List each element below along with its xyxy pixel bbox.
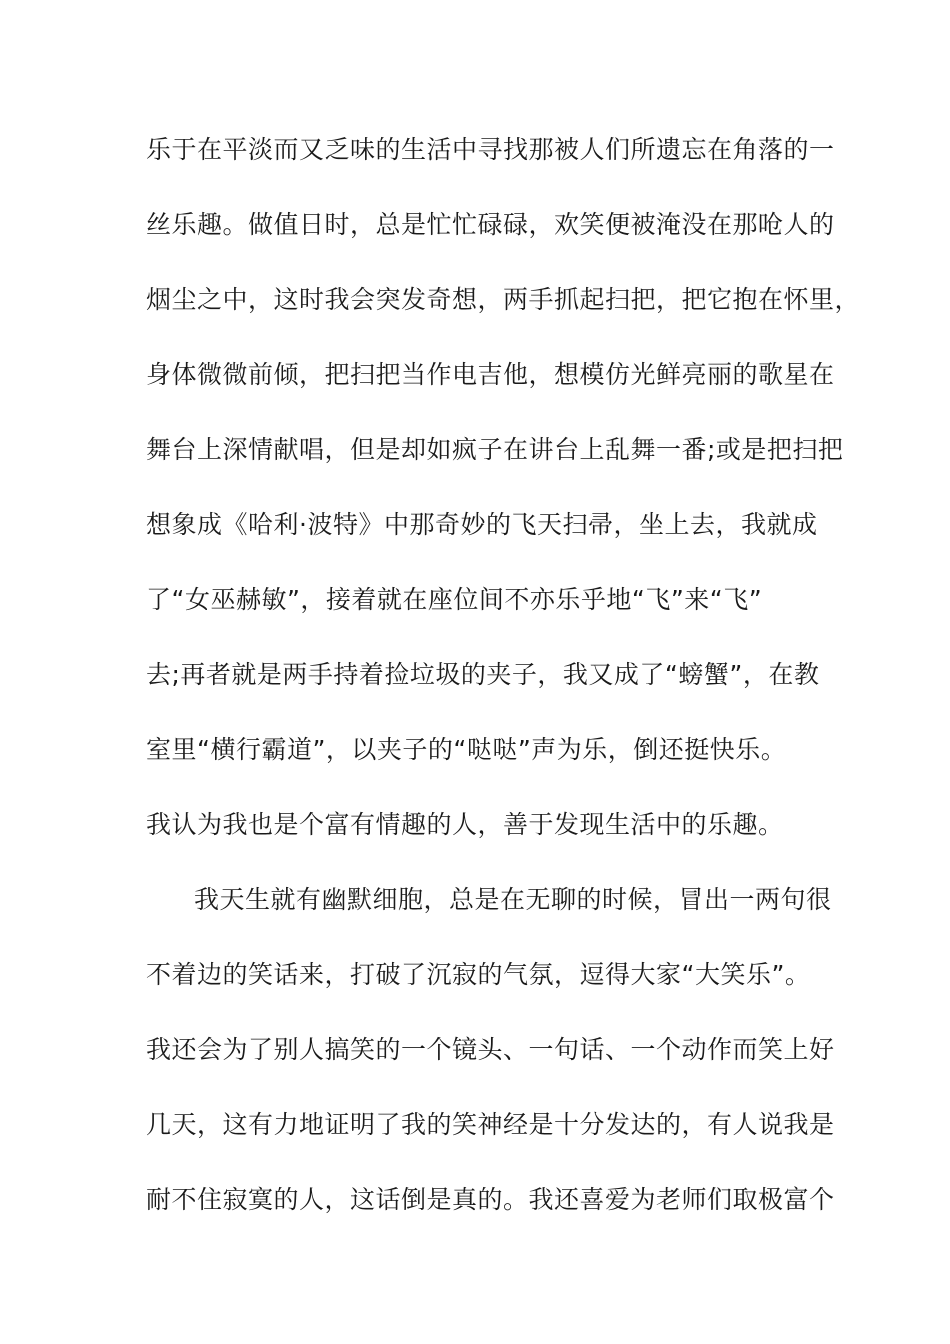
text-line: 丝乐趣。做值日时，总是忙忙碌碌，欢笑便被淹没在那呛人的 bbox=[146, 210, 835, 239]
text-line: 了“女巫赫敏”，接着就在座位间不亦乐乎地“飞”来“飞” bbox=[146, 585, 763, 614]
text-line: 不着边的笑话来，打破了沉寂的气氛，逗得大家“大笑乐”。 bbox=[146, 960, 811, 989]
text-line: 我认为我也是个富有情趣的人，善于发现生活中的乐趣。 bbox=[146, 810, 784, 839]
text-line: 几天，这有力地证明了我的笑神经是十分发达的，有人说我是 bbox=[146, 1110, 835, 1139]
text-line: 乐于在平淡而又乏味的生活中寻找那被人们所遗忘在角落的一 bbox=[146, 135, 835, 164]
text-line: 耐不住寂寞的人，这话倒是真的。我还喜爱为老师们取极富个 bbox=[146, 1185, 835, 1214]
text-line: 想象成《哈利·波特》中那奇妙的飞天扫帚，坐上去，我就成 bbox=[146, 510, 818, 539]
text-line: 去;再者就是两手持着捡垃圾的夹子，我又成了“螃蟹”，在教 bbox=[146, 660, 820, 689]
text-line: 舞台上深情献唱，但是却如疯子在讲台上乱舞一番;或是把扫把 bbox=[146, 435, 844, 464]
text-line: 身体微微前倾，把扫把当作电吉他，想模仿光鲜亮丽的歌星在 bbox=[146, 360, 835, 389]
text-line: 室里“横行霸道”，以夹子的“哒哒”声为乐，倒还挺快乐。 bbox=[146, 735, 787, 764]
text-line: 烟尘之中，这时我会突发奇想，两手抓起扫把，把它抱在怀里， bbox=[146, 285, 861, 314]
paragraph-start-line: 我天生就有幽默细胞，总是在无聊的时候，冒出一两句很 bbox=[194, 885, 832, 914]
text-line: 我还会为了别人搞笑的一个镜头、一句话、一个动作而笑上好 bbox=[146, 1035, 835, 1064]
